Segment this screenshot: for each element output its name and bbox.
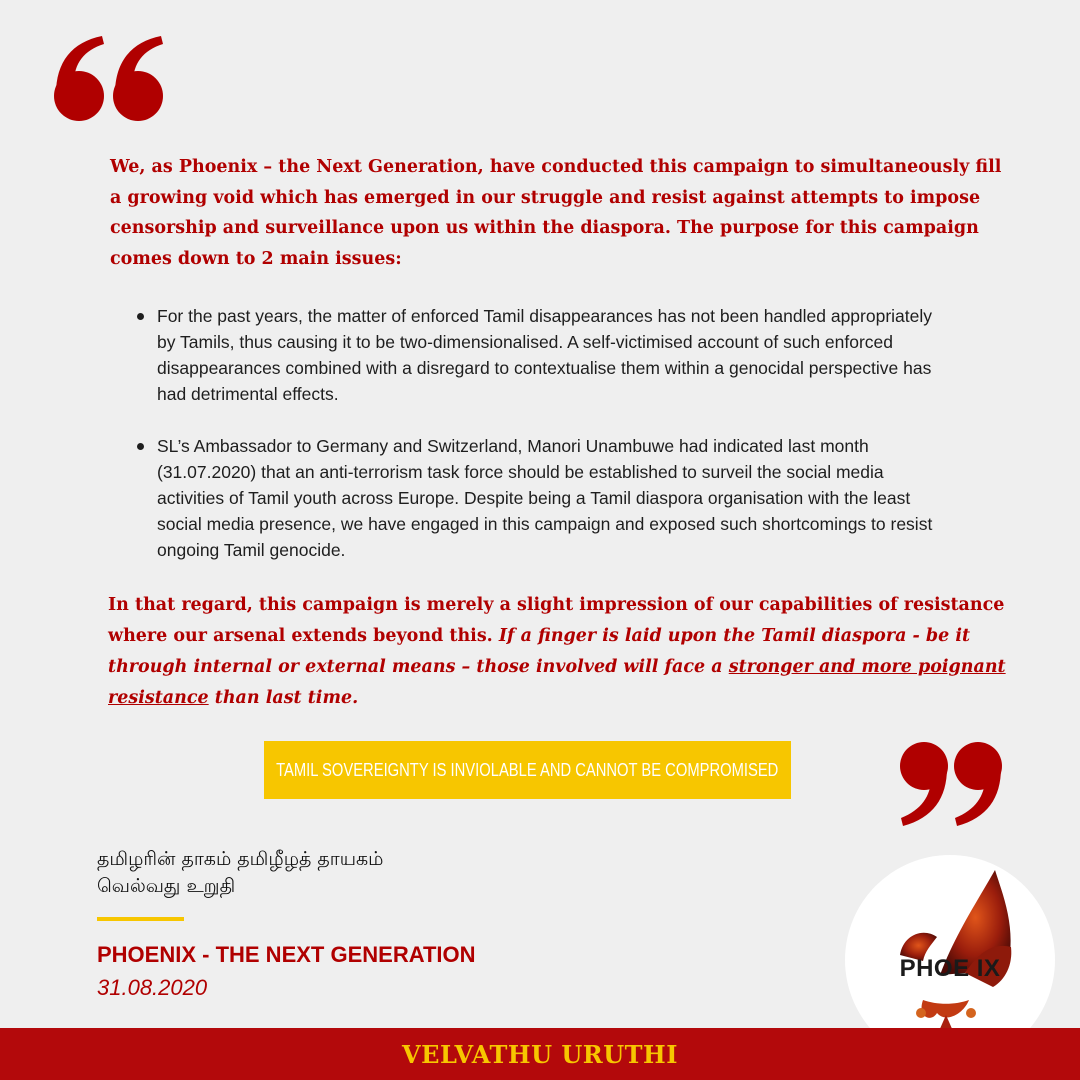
tamil-line-2: வெல்வது உறுதி <box>97 875 236 897</box>
list-item-text: For the past years, the matter of enforced Tamil disappearances has not been handled appropriately by Tamils, thus causing it to be two-dimensionalised. A self-victimised account of such enforced disappearances combined with a disregard to contextualise them within a genocidal perspective has had detrimental effects. <box>157 306 933 404</box>
list-item-text: SL’s Ambassador to Germany and Switzerland, Manori Unambuwe had indicated last month (31.07.2020) that an anti-terrorism task force should be established to surveil the social media activities of Tamil youth across Europe. Despite being a Tamil diaspora organisation with the least social media presence, we have engaged in this campaign and exposed such shortcomings to resist ongoing Tamil genocide. <box>157 436 933 560</box>
divider <box>97 917 184 921</box>
sovereignty-banner <box>264 741 791 799</box>
closing-underlined: stronger and more poignant resistance <box>108 657 1006 708</box>
list-item <box>133 303 953 407</box>
close-quote-icon <box>893 740 1008 830</box>
closing-tail: than last time. <box>208 688 359 708</box>
organization-name: PHOENIX - THE NEXT GENERATION <box>97 942 476 967</box>
footer-text: VELVATHU URUTHI <box>402 1039 678 1069</box>
closing-lead: In that regard, this campaign is merely a slight impression of our capabilities of resistance where our arsenal extends beyond this. <box>108 595 1005 646</box>
closing-paragraph <box>108 590 1008 714</box>
footer-bar <box>0 1028 1080 1080</box>
logo-text: PHOE IX <box>899 955 1001 982</box>
list-item <box>133 433 953 563</box>
bullet-dot-icon <box>137 443 144 450</box>
bullet-dot-icon <box>137 313 144 320</box>
closing-italic: If a finger is laid upon the Tamil diaspora - be it through internal or external means – those involved will face a <box>108 626 971 677</box>
banner-text: TAMIL SOVEREIGNTY IS INVIOLABLE AND CANNOT BE COMPROMISED <box>276 759 779 780</box>
issues-list <box>133 303 953 589</box>
intro-paragraph: We, as Phoenix – the Next Generation, have conducted this campaign to simultaneously fill a growing void which has emerged in our struggle and resist against attempts to impose censorship and surveillance upon us within the diaspora. The purpose for this campaign comes down to 2 main issues: <box>110 157 1002 269</box>
open-quote-icon <box>50 30 170 130</box>
tamil-slogan <box>97 846 383 900</box>
tamil-line-1: தமிழரின் தாகம் தமிழீழத் தாயகம் <box>97 848 384 870</box>
date-label: 31.08.2020 <box>97 975 208 1000</box>
